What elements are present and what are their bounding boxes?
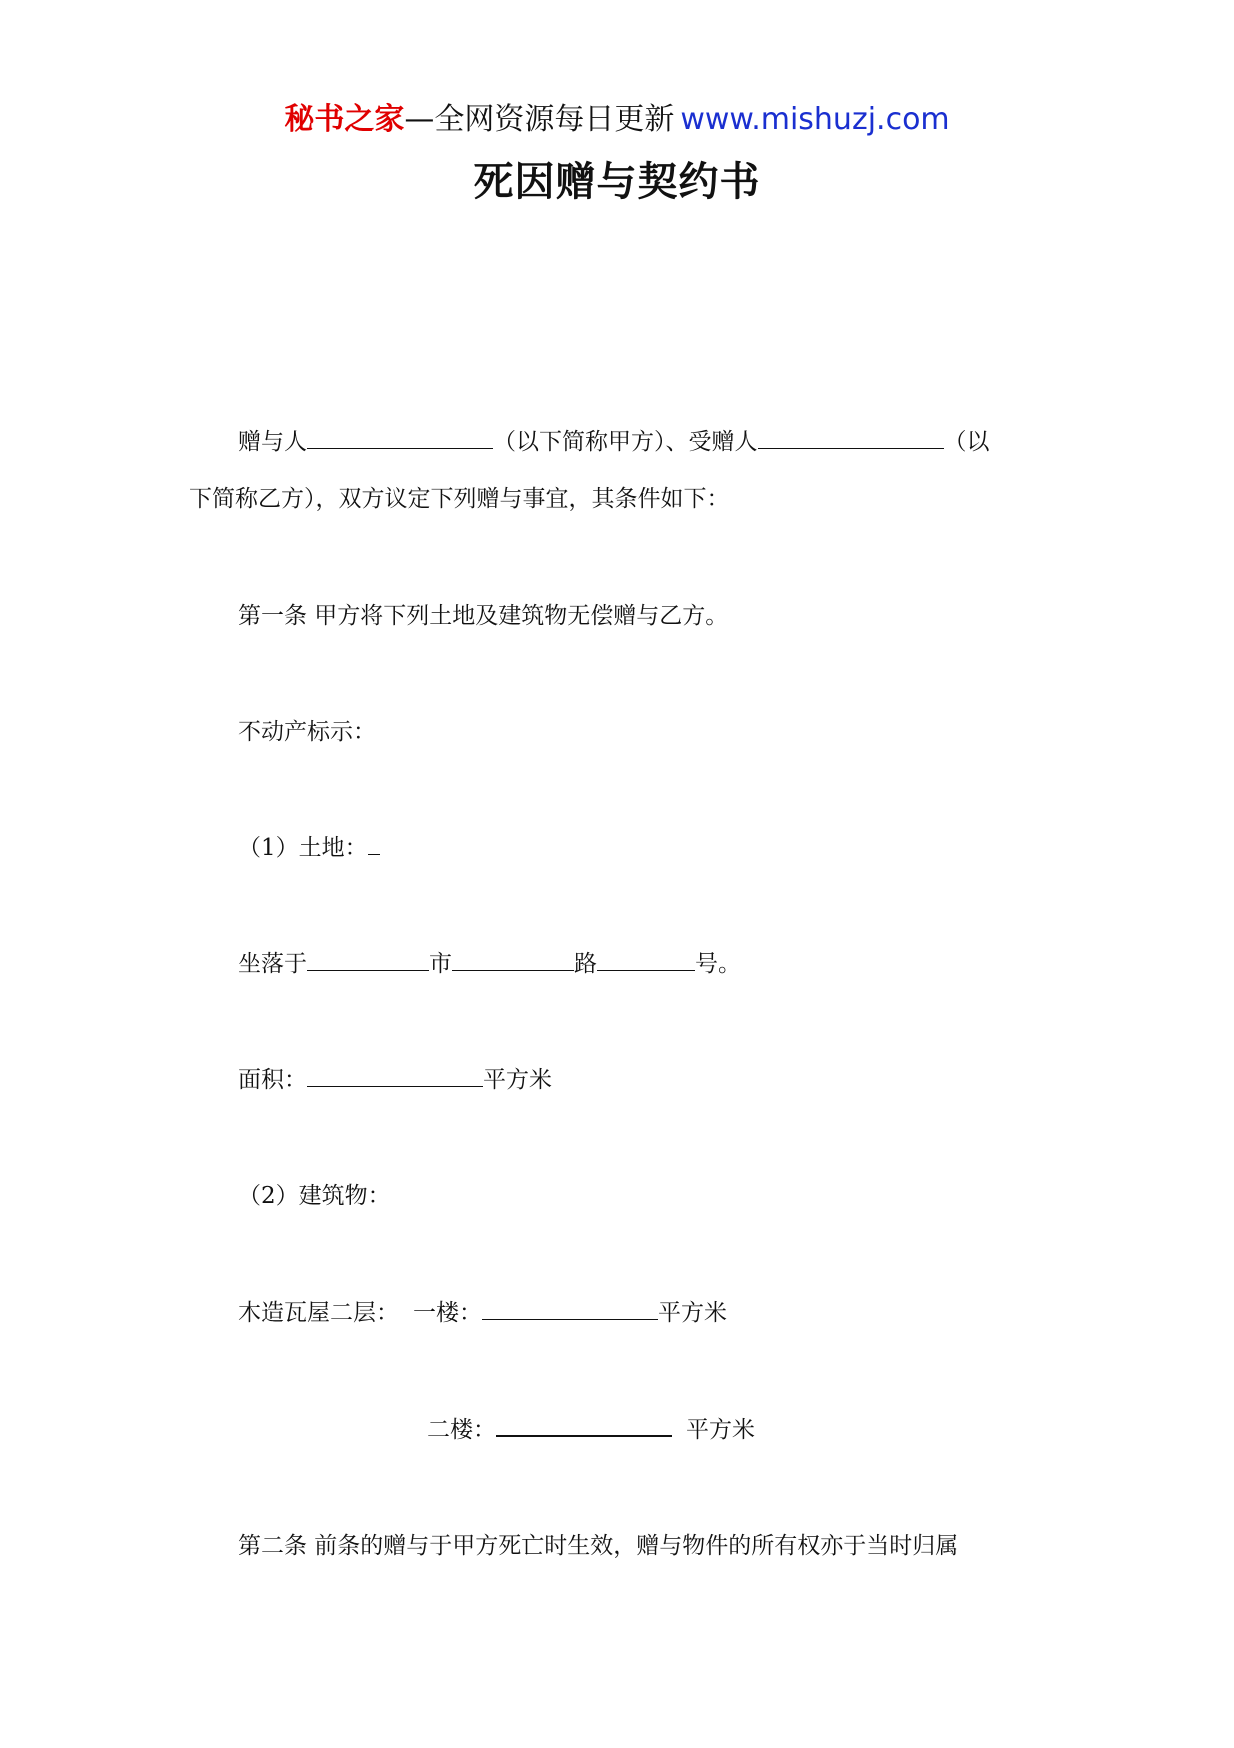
- number-label: 号。: [695, 951, 741, 977]
- floor2-label: 二楼：: [427, 1417, 496, 1443]
- article-1: 第一条 甲方将下列土地及建筑物无偿赠与乙方。: [238, 603, 729, 629]
- land-label: （1）土地：: [238, 835, 368, 861]
- number-blank[interactable]: [597, 948, 695, 971]
- site-header: [0, 100, 1234, 140]
- floor2-blank[interactable]: [496, 1413, 672, 1437]
- land-area-blank[interactable]: [307, 1064, 483, 1087]
- article-2: 第二条 前条的赠与于甲方死亡时生效，赠与物件的所有权亦于当时归属: [238, 1533, 959, 1559]
- location-prefix: 坐落于: [238, 951, 307, 977]
- brand-name: 秘书之家: [284, 102, 405, 137]
- intro-line-1: [238, 426, 990, 458]
- road-label: 路: [574, 951, 597, 977]
- building-label: （2）建筑物：: [238, 1183, 391, 1209]
- intro-end-text: （以: [943, 429, 990, 455]
- floor2-unit: 平方米: [686, 1417, 755, 1443]
- floor1-unit: 平方米: [658, 1300, 727, 1326]
- land-area-line: [238, 1064, 552, 1096]
- location-line: [238, 948, 741, 980]
- donor-blank[interactable]: [307, 426, 493, 449]
- building-floor1-line: [238, 1297, 727, 1329]
- property-label: 不动产标示：: [238, 719, 376, 745]
- floor1-label: 一楼：: [413, 1300, 482, 1326]
- donee-blank[interactable]: [758, 426, 944, 449]
- city-label: 市: [429, 951, 452, 977]
- donor-label: 赠与人: [238, 429, 307, 455]
- road-blank[interactable]: [452, 948, 574, 971]
- area-unit: 平方米: [483, 1067, 552, 1093]
- intro-line-2: 下简称乙方），双方议定下列赠与事宜，其条件如下：: [189, 486, 730, 512]
- land-blank[interactable]: [368, 832, 380, 855]
- building-floor2-line: [427, 1413, 755, 1446]
- header-tagline: —全网资源每日更新: [404, 102, 675, 137]
- area-label: 面积：: [238, 1067, 307, 1093]
- building-type: 木造瓦屋二层：: [238, 1300, 399, 1326]
- land-line: [238, 832, 380, 864]
- document-title: 死因赠与契约书: [473, 159, 761, 205]
- city-blank[interactable]: [307, 948, 429, 971]
- floor1-blank[interactable]: [482, 1297, 658, 1320]
- header-url[interactable]: www.mishuzj.com: [680, 102, 950, 137]
- intro-middle-text: （以下简称甲方）、受赠人: [493, 429, 758, 455]
